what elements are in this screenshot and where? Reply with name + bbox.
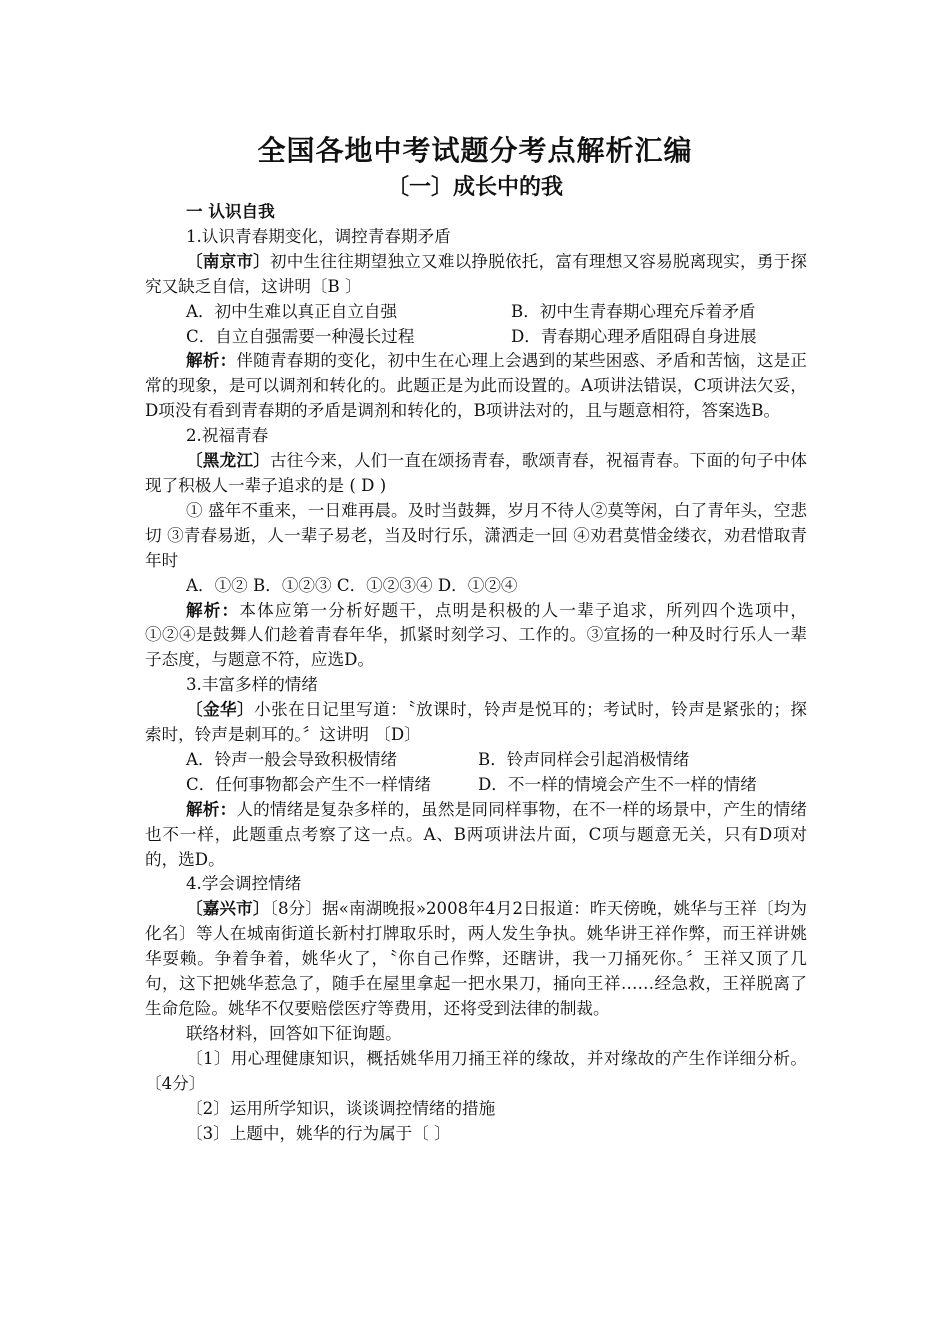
q1-options-row-1 — [145, 300, 807, 325]
q3-analysis — [145, 798, 807, 873]
q2-options: A．①② B．①②③ C．①②③④ D．①②④ — [186, 575, 518, 595]
section-heading: 一 认识自我 — [186, 202, 275, 221]
q3-stem — [145, 698, 807, 748]
q3-source-tag: 〔金华〕 — [186, 700, 255, 720]
q2-analysis — [145, 599, 807, 674]
q2-heading: 2.祝福青春 — [186, 426, 269, 446]
q3-option-b: B．铃声同样会引起消极情绪 — [478, 749, 690, 769]
q1-stem-text: 初中生往往期望独立又难以挣脱依托，富有理想又容易脱离现实，勇于探究又缺乏自信，这讲明〔B 〕 — [145, 251, 808, 296]
q3-analysis-text: 人的情绪是复杂多样的，虽然是同同样事物，在不一样的场景中，产生的情绪也不一样，此题重点考察了这一点。A、B两项讲法片面，C项与题意无关，只有D项对的，选D。 — [145, 799, 808, 869]
q1-option-c: C．自立自强需要一种漫长过程 — [186, 326, 415, 346]
q4-subquestion-2: 〔2〕运用所学知识，谈谈调控情绪的措施 — [186, 1098, 496, 1118]
q2-analysis-text: 本体应第一分析好题干，点明是积极的人一辈子追求，所列四个选项中，①②④是鼓舞人们趁着青春年华，抓紧时刻学习、工作的。③宣扬的一种及时行乐人一辈子态度，与题意不符，应选D。 — [145, 600, 808, 670]
q2-stem — [145, 449, 807, 499]
q1-option-d: D．青春期心理矛盾阻碍自身进展 — [511, 326, 757, 346]
q1-option-a: A．初中生难以真正自立自强 — [186, 301, 398, 321]
q2-analysis-label: 解析： — [186, 600, 240, 620]
q3-heading: 3.丰富多样的情绪 — [186, 675, 318, 695]
chapter-subtitle: 〔一〕成长中的我 — [386, 175, 563, 200]
q3-options-row-1 — [145, 748, 807, 773]
q3-analysis-label: 解析： — [186, 799, 237, 819]
q3-options-row-2 — [145, 773, 807, 798]
q1-analysis-text: 伴随青春期的变化，初中生在心理上会遇到的某些困惑、矛盾和苦恼，这是正常的现象，是可以调剂和转化的。此题正是为此而设置的。A项讲法错误，C项讲法欠妥，D项没有看到青春期的矛盾是调剂和转化的，B项讲法对的，且与题意相符，答案选B。 — [145, 351, 808, 421]
q1-heading: 1.认识青春期变化，调控青春期矛盾 — [186, 226, 451, 246]
q2-stem-text: 古往今来，人们一直在颂扬青春，歌颂青春，祝福青春。下面的句子中体现了积极人一辈子追求的是 ( D ) — [145, 451, 808, 495]
q1-stem — [145, 250, 807, 300]
q1-option-b: B．初中生青春期心理充斥着矛盾 — [511, 301, 756, 321]
q1-source-tag: 〔南京市〕 — [186, 251, 270, 271]
q4-heading: 4.学会调控情绪 — [186, 874, 302, 894]
q2-items: ① 盛年不重来，一日难再晨。及时当鼓舞，岁月不待人②莫等闲，白了青年头，空悲切 ③青春易逝，人一辈子易老，当及时行乐，潇洒走一回 ④劝君莫惜金缕衣，劝君惜取青年时 — [145, 500, 807, 570]
q3-stem-text: 小张在日记里写道：〝放课时，铃声是悦耳的；考试时，铃声是紧张的；探索时，铃声是刺耳的。〞这讲明 〔D〕 — [145, 700, 807, 745]
q4-stem-text: 〔8分〕据«南湖晚报»2008年4月2日报道：昨天傍晚，姚华与王祥〔均为化名〕等人在城南街道长新村打牌取乐时，两人发生争执。姚华讲王祥作弊，而王祥讲姚华耍赖。争着争着，姚华火了，〝你自己作弊，还瞎讲，我一刀捅死你。〞王祥又顶了几句，这下把姚华惹急了，随手在屋里拿起一把水果刀，捅向王祥……经急救，王祥脱离了生命危险。姚华不仅要赔偿医疗等费用，还将受到法律的制裁。 — [145, 899, 808, 1018]
q4-source-tag: 〔嘉兴市〕 — [186, 899, 270, 919]
q4-stem — [145, 897, 807, 1022]
q4-subquestion-1: 〔1〕用心理健康知识，概括姚华用刀捅王祥的缘故，并对缘故的产生作详细分析。〔4分〕 — [145, 1048, 807, 1093]
q3-option-a: A．铃声一般会导致积极情绪 — [186, 749, 398, 769]
q4-subquestion-3: 〔3〕上题中，姚华的行为属于〔 〕 — [186, 1123, 451, 1143]
q1-analysis — [145, 349, 807, 424]
q3-option-c: C．任何事物都会产生不一样情绪 — [186, 774, 432, 794]
q3-option-d: D．不一样的情境会产生不一样的情绪 — [478, 774, 757, 794]
q1-analysis-label: 解析： — [186, 351, 237, 371]
q4-prompt: 联络材料，回答如下征询题。 — [186, 1023, 402, 1043]
document-title: 全国各地中考试题分考点解析汇编 — [257, 134, 693, 167]
document-body — [145, 200, 807, 1146]
q2-source-tag: 〔黑龙江〕 — [186, 451, 270, 471]
q1-options-row-2 — [145, 325, 807, 350]
